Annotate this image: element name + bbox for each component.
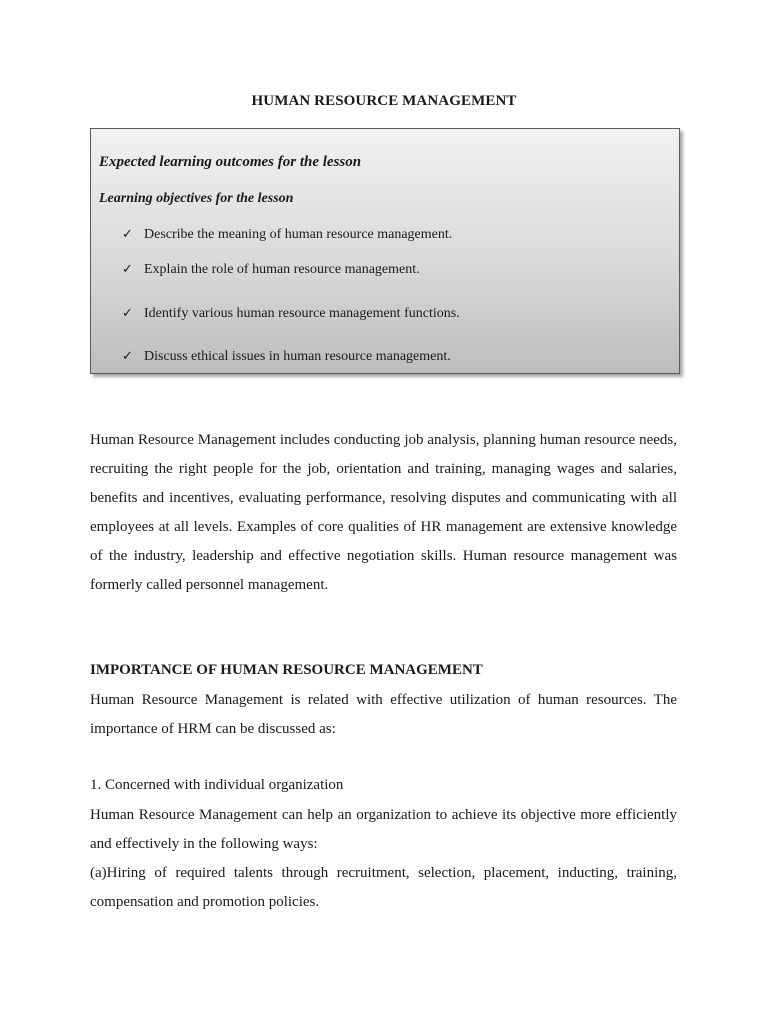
objective-item — [122, 306, 460, 322]
checkmark-icon: ✓ — [122, 306, 133, 321]
point1-heading: 1. Concerned with individual organization — [90, 777, 344, 793]
objective-item — [122, 262, 420, 278]
importance-paragraph: Human Resource Management is related with effective utilization of human resources. The importance of HRM can be discussed as: — [90, 692, 677, 737]
importance-heading: IMPORTANCE OF HUMAN RESOURCE MANAGEMENT — [90, 662, 483, 678]
intro-paragraph: Human Resource Management includes conducting job analysis, planning human resource needs, recruiting the right people for the job, orientation and training, managing wages and salaries, benefits and incentives, evaluating performance, resolving disputes and communicating with all employees at all levels. Examples of core qualities of HR management are extensive knowledge of the industry, leadership and effective negotiation skills. Human resource management was formerly called personnel management. — [90, 432, 677, 593]
checkmark-icon: ✓ — [122, 227, 133, 242]
outcomes-heading: Expected learning outcomes for the lesson — [99, 154, 362, 170]
checkmark-icon: ✓ — [122, 349, 133, 364]
checkmark-icon: ✓ — [122, 262, 133, 277]
point1-item-a: (a)Hiring of required talents through recruitment, selection, placement, inducting, training, compensation and promotion policies. — [90, 865, 677, 910]
objective-text: Identify various human resource management functions. — [144, 306, 460, 321]
document-title: HUMAN RESOURCE MANAGEMENT — [251, 93, 517, 109]
objective-text: Describe the meaning of human resource management. — [144, 227, 453, 242]
objective-item — [122, 349, 451, 365]
point1-paragraph: Human Resource Management can help an organization to achieve its objective more efficiently and effectively in the following ways: — [90, 807, 677, 852]
objective-item — [122, 227, 452, 243]
objective-text: Discuss ethical issues in human resource management. — [144, 349, 451, 364]
objective-text: Explain the role of human resource management. — [144, 262, 420, 277]
learning-outcomes-box — [90, 128, 680, 374]
objectives-heading: Learning objectives for the lesson — [99, 191, 294, 206]
